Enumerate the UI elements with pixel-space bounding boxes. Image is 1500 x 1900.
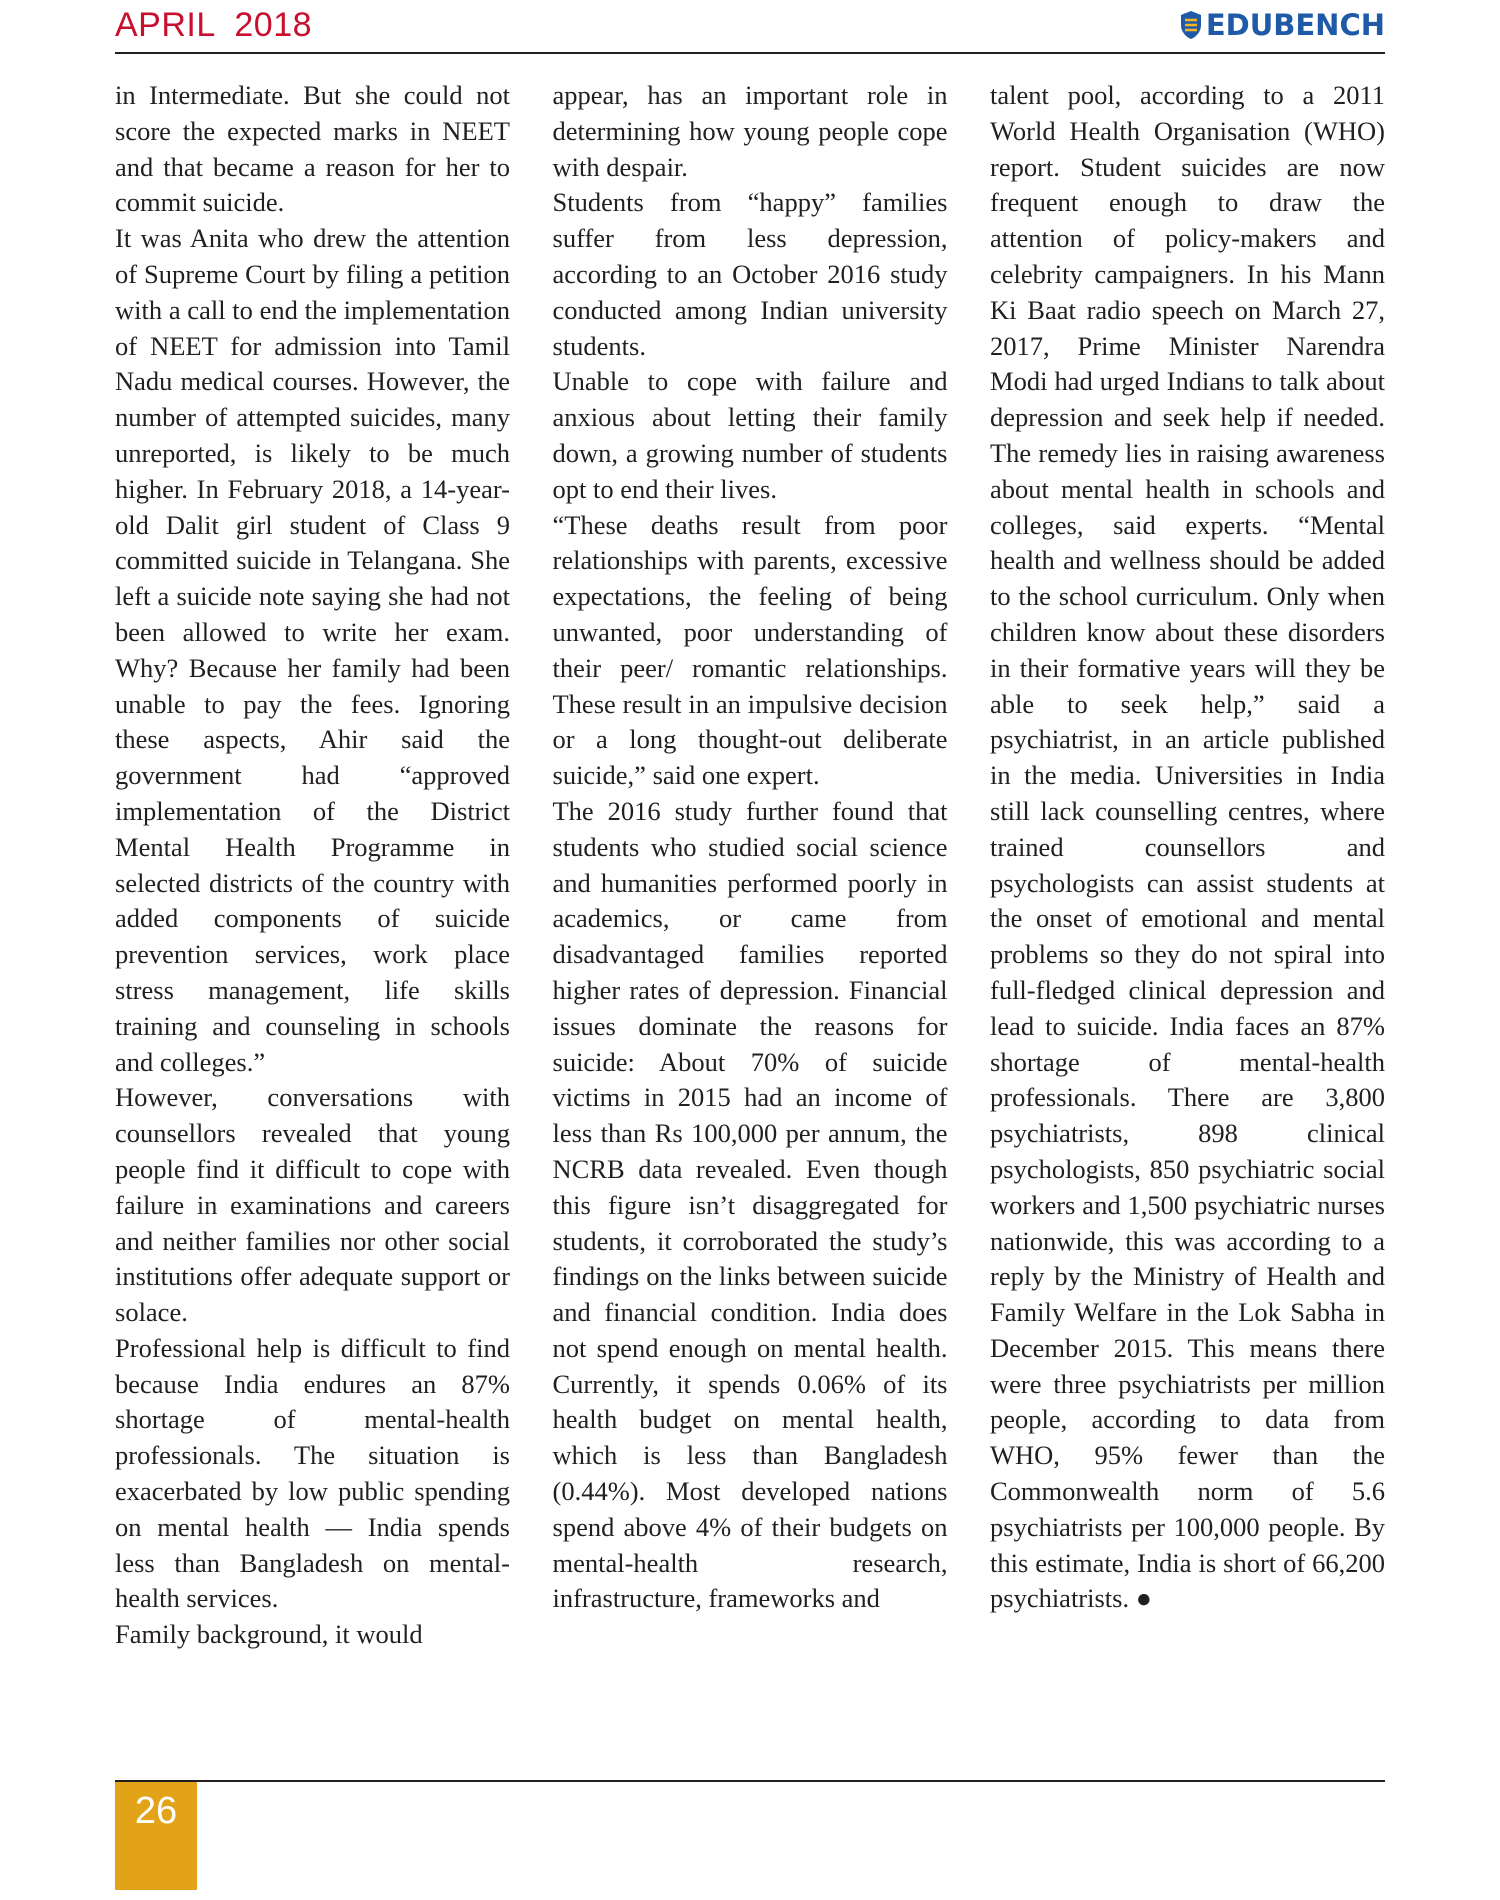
- issue-date: APRIL 2018: [115, 6, 313, 44]
- brand-logo: [1180, 8, 1385, 42]
- footer-divider: [115, 1780, 1385, 1782]
- paragraph: in Intermediate. But she could not score the expected marks in NEET and that became a reason for her to commit suicide.: [115, 80, 510, 218]
- paragraph: It was Anita who drew the attention of Supreme Court by filing a petition with a call to end the implementation of NEET for admission into Tamil Nadu medical courses. However, the number of attempted suicides, many unreported, is likely to be much higher. In February 2018, a 14-year-old Dalit girl student of Class 9 committed suicide in Telangana. She left a suicide note saying she had not been allowed to write her exam. Why? Because her family had been unable to pay the fees. Ignoring these aspects, Ahir said the government had “approved implementation of the District Mental Health Programme in selected districts of the country with added components of suicide prevention services, work place stress management, life skills training and counseling in schools and colleges.”: [115, 223, 510, 1077]
- paragraph: Students from “happy” families suffer from less depression, according to an October 2016 study conducted among Indian university students.: [552, 187, 948, 361]
- paragraph: Professional help is difficult to find because India endures an 87% shortage of mental-health professionals. The situation is exacerbated by low public spending on mental health — India spends less than Bangladesh on mental-health services.: [115, 1332, 510, 1614]
- page-number-box: [115, 1782, 197, 1890]
- paragraph: talent pool, according to a 2011 World Health Organisation (WHO) report. Student suicides are now frequent enough to draw the attention of policy-makers and celebrity campaigners. In his Mann Ki Baat radio speech on March 27, 2017, Prime Minister Narendra Modi had urged Indians to talk about depression and seek help if needed. The remedy lies in raising awareness about mental health in schools and colleges, said experts. “Mental health and wellness should be added to the school curriculum. Only when children know about these disorders in their formative years will they be able to seek help,” said a psychiatrist, in an article published in the media. Universities in India still lack counselling centres, where trained counsellors and psychologists can assist students at the onset of emotional and mental problems so they do not spiral into full-fledged clinical depression and lead to suicide. India faces an 87% shortage of mental-health professionals. There are 3,800 psychiatrists, 898 clinical psychologists, 850 psychiatric social workers and 1,500 psychiatric nurses nationwide, this was according to a reply by the Ministry of Health and Family Welfare in the Lok Sabha in December 2015. This means there were three psychiatrists per million people, according to data from WHO, 95% fewer than the Commonwealth norm of 5.6 psychiatrists per 100,000 people. By this estimate, India is short of 66,200 psychiatrists. ●: [990, 80, 1385, 1614]
- text-column-1: [115, 78, 510, 1653]
- page-number: 26: [134, 1790, 178, 1832]
- paragraph: Family background, it would: [115, 1619, 423, 1650]
- paragraph: appear, has an important role in determining how young people cope with despair.: [552, 80, 948, 182]
- paragraph: However, conversations with counsellors revealed that young people find it difficult to cope with failure in examinations and careers and neither families nor other social institutions offer adequate support or solace.: [115, 1082, 510, 1328]
- brand-name: EDUBENCH: [1205, 8, 1385, 42]
- text-column-2: [553, 78, 948, 1653]
- shield-icon: [1180, 10, 1202, 40]
- header-divider: [115, 52, 1385, 54]
- paragraph: “These deaths result from poor relationships with parents, excessive expectations, the feeling of being unwanted, poor understanding of their peer/ romantic relationships. These result in an impulsive decision or a long thought-out deliberate suicide,” said one expert.: [552, 509, 948, 791]
- paragraph: Unable to cope with failure and anxious about letting their family down, a growing number of students opt to end their lives.: [552, 366, 948, 504]
- text-column-3: [990, 78, 1385, 1653]
- paragraph: The 2016 study further found that students who studied social science and humanities performed poorly in academics, or came from disadvantaged families reported higher rates of depression. Financial issues dominate the reasons for suicide: About 70% of suicide victims in 2015 had an income of less than Rs 100,000 per annum, the NCRB data revealed. Even though this figure isn’t disaggregated for students, it corroborated the study’s findings on the links between suicide and financial condition. India does not spend enough on mental health. Currently, it spends 0.06% of its health budget on mental health, which is less than Bangladesh (0.44%). Most developed nations spend above 4% of their budgets on mental-health research, infrastructure, frameworks and: [552, 795, 948, 1614]
- article-body: [115, 78, 1385, 1653]
